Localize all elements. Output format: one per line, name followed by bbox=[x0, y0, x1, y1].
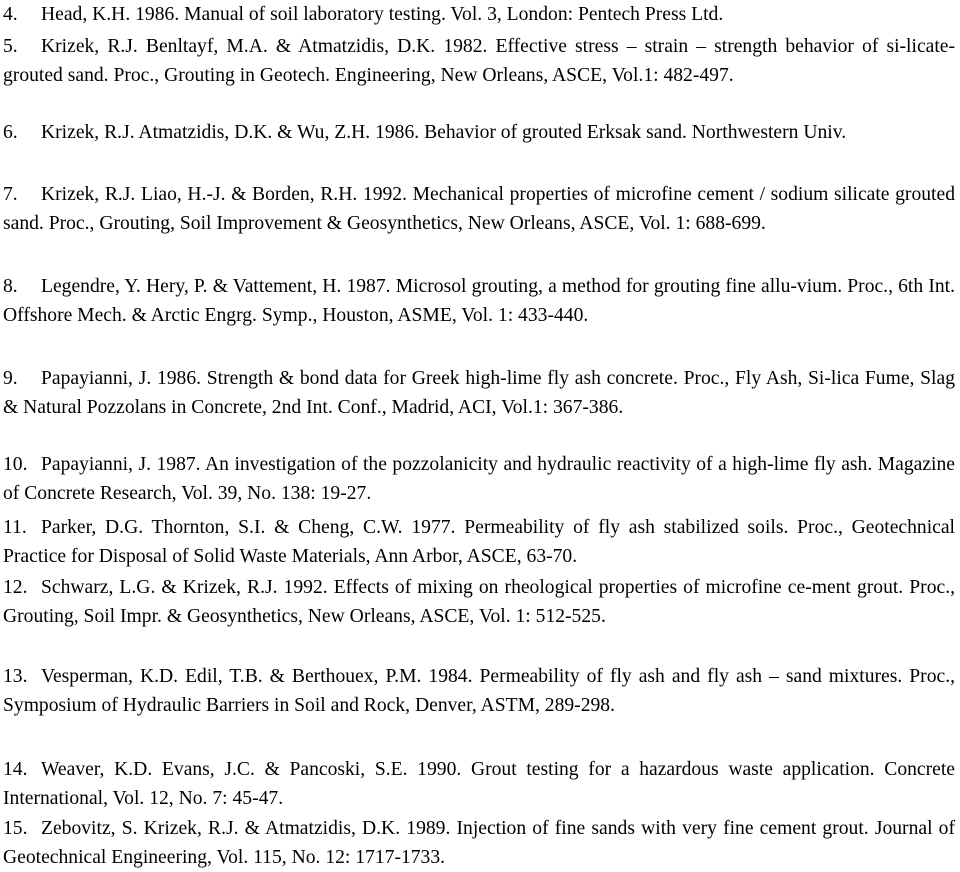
reference-number: 6. bbox=[3, 122, 18, 143]
reference-text: Weaver, K.D. Evans, J.C. & Pancoski, S.E. 1990. Grout testing for a hazardous waste application. Concrete International, Vol. 12, No. 7: 45-47. bbox=[3, 759, 955, 810]
reference-text: Krizek, R.J. Atmatzidis, D.K. & Wu, Z.H. 1986. Behavior of grouted Erksak sand. Northwestern Univ. bbox=[41, 122, 847, 143]
reference-item-10 bbox=[0, 450, 960, 508]
reference-number: 12. bbox=[3, 577, 28, 598]
reference-item-11 bbox=[0, 513, 960, 571]
reference-number: 15. bbox=[3, 818, 28, 839]
reference-item-9 bbox=[0, 364, 960, 422]
reference-item-5 bbox=[0, 32, 960, 90]
reference-number: 10. bbox=[3, 454, 28, 475]
reference-text: Vesperman, K.D. Edil, T.B. & Berthouex, P.M. 1984. Permeability of fly ash and fly ash – sand mixtures. Proc., Symposium of Hydraulic Barriers in Soil and Rock, Denver, ASTM, 289-298. bbox=[3, 666, 955, 717]
reference-text: Papayianni, J. 1987. An investigation of the pozzolanicity and hydraulic reactivity of a high-lime fly ash. Magazine of Concrete Research, Vol. 39, No. 138: 19-27. bbox=[3, 454, 955, 505]
reference-number: 7. bbox=[3, 184, 18, 205]
reference-item-4 bbox=[0, 0, 960, 29]
reference-item-7 bbox=[0, 180, 960, 238]
reference-text: Schwarz, L.G. & Krizek, R.J. 1992. Effects of mixing on rheological properties of microfine ce-ment grout. Proc., Grouting, Soil Impr. & Geosynthetics, New Orleans, ASCE, Vol. 1: 512-525. bbox=[3, 577, 955, 628]
reference-number: 13. bbox=[3, 666, 28, 687]
reference-number: 11. bbox=[3, 517, 27, 538]
reference-number: 5. bbox=[3, 36, 18, 57]
reference-text: Krizek, R.J. Liao, H.-J. & Borden, R.H. 1992. Mechanical properties of microfine cement / sodium silicate grouted sand. Proc., Grouting, Soil Improvement & Geosynthetics, New Orleans, ASCE, Vol. 1: 688-699. bbox=[3, 184, 955, 235]
reference-number: 8. bbox=[3, 276, 18, 297]
reference-item-8 bbox=[0, 272, 960, 330]
reference-item-13 bbox=[0, 662, 960, 720]
reference-item-12 bbox=[0, 573, 960, 631]
reference-text: Legendre, Y. Hery, P. & Vattement, H. 1987. Microsol grouting, a method for grouting fine allu-vium. Proc., 6th Int. Offshore Mech. & Arctic Engrg. Symp., Houston, ASME, Vol. 1: 433-440. bbox=[3, 276, 955, 327]
reference-number: 4. bbox=[3, 4, 18, 25]
reference-item-14 bbox=[0, 755, 960, 813]
reference-text: Head, K.H. 1986. Manual of soil laboratory testing. Vol. 3, London: Pentech Press Ltd. bbox=[41, 4, 724, 25]
reference-number: 14. bbox=[3, 759, 28, 780]
reference-number: 9. bbox=[3, 368, 18, 389]
reference-text: Parker, D.G. Thornton, S.I. & Cheng, C.W. 1977. Permeability of fly ash stabilized soils. Proc., Geotechnical Practice for Disposal of Solid Waste Materials, Ann Arbor, ASCE, 63-70. bbox=[3, 517, 955, 568]
reference-text: Krizek, R.J. Benltayf, M.A. & Atmatzidis, D.K. 1982. Effective stress – strain – strength behavior of si-licate-grouted sand. Proc., Grouting in Geotech. Engineering, New Orleans, ASCE, Vol.1: 482-497. bbox=[3, 36, 955, 87]
reference-text: Zebovitz, S. Krizek, R.J. & Atmatzidis, D.K. 1989. Injection of fine sands with very fine cement grout. Journal of Geotechnical Engineering, Vol. 115, No. 12: 1717-1733. bbox=[3, 818, 955, 869]
reference-item-6 bbox=[0, 118, 960, 147]
reference-text: Papayianni, J. 1986. Strength & bond data for Greek high-lime fly ash concrete. Proc., Fly Ash, Si-lica Fume, Slag & Natural Pozzolans in Concrete, 2nd Int. Conf., Madrid, ACI, Vol.1: 367-386. bbox=[3, 368, 955, 419]
reference-item-15 bbox=[0, 814, 960, 872]
